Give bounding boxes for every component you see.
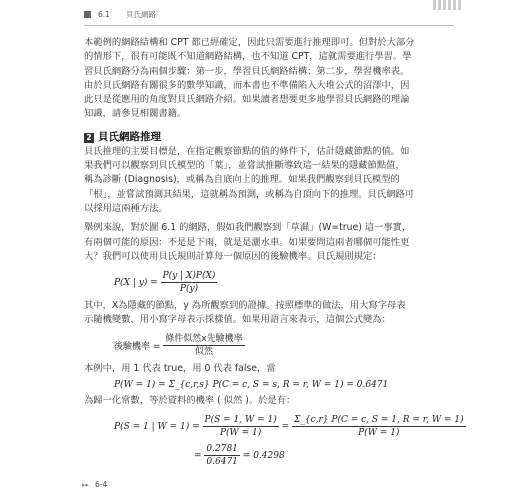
text-line: 以採用這兩種方法。: [84, 202, 168, 214]
paragraph-1: [84, 36, 454, 122]
formula-denominator: P(W = 1): [219, 428, 262, 439]
formula-lhs: P(S = 1 | W = 1) =: [114, 421, 200, 432]
posterior-formula: [114, 414, 464, 439]
formula-numerator: P(y | X)P(X): [162, 271, 216, 282]
header-square-icon: [84, 11, 91, 18]
formula-numerator: 條件似然x先驗機率: [165, 333, 243, 344]
formula-denominator: 0.6471: [206, 457, 238, 468]
text-line: 此只是從應用的角度對貝氏網路介紹。如果讀者想要更多地學習貝氏網路的理論: [84, 94, 410, 106]
text-line: 知識，請參見相關書籍。: [84, 108, 187, 120]
formula-denominator: P(W = 1): [358, 428, 400, 439]
text-line: 由於貝氏網路有關很多的數學知識，而本書也不準備陷入大堆公式的沼澤中，因: [84, 79, 410, 91]
formula-equals: =: [194, 450, 202, 461]
page-number: 6-4: [95, 480, 108, 489]
header-section-title: 貝氏網路: [126, 10, 156, 19]
formula-lhs: 後驗機率 =: [114, 341, 161, 352]
text-line: 大？我們可以使用貝氏規則計算每一個原因的後驗機率。貝氏規則規定：: [84, 250, 382, 262]
formula-fraction-3: [204, 443, 240, 468]
section-title: 貝氏網路推理: [98, 130, 161, 143]
running-header: [84, 8, 454, 22]
section-number-badge: 2: [84, 133, 94, 143]
paragraph-4: [84, 299, 454, 328]
text-line: 的情形下，很有可能既不知道網路結構，也不知道 CPT，這就需要進行學習。學: [84, 51, 412, 63]
header-section-number: 6.1: [98, 10, 110, 19]
formula-numerator: Σ_{c,r} P(C = c, S = 1, R = r, W = 1): [294, 415, 464, 426]
paragraph-2: [84, 145, 454, 216]
text-line: 舉例來說，對於圖 6.1 的網路，假如我們觀察到「草濕」(W=true) 這一事實，: [84, 222, 412, 234]
text-line: 本範例的網路結構和 CPT 都已經確定，因此只需要進行推理即可。但對於大部分: [84, 37, 415, 48]
formula-fraction: [163, 333, 244, 358]
posterior-result: [194, 443, 454, 468]
text-line: 果我們可以觀察到貝氏模型的「葉」，並嘗試推斷導致這一結果的隱藏節點值，: [84, 160, 405, 172]
formula-denominator: P(y): [179, 284, 199, 295]
page-footer: [82, 480, 107, 489]
formula-lhs: P(X | y) =: [114, 277, 158, 288]
paragraph-3: [84, 221, 454, 264]
formula-fraction: [161, 270, 218, 295]
formula-numerator: P(S = 1, W = 1): [204, 415, 277, 426]
text-line: 「根」，並嘗試預測其結果，這就稱為預測，或稱為自頂向下的推理。貝氏網路可: [84, 188, 415, 200]
formula-result: = 0.4298: [242, 450, 285, 461]
text-line: 貝氏推理的主要目標是，在指定觀察節點的值的條件下，估計隱藏節點的值。如: [84, 145, 410, 157]
formula-fraction-1: [203, 414, 279, 439]
text-line: 其中，X為隱藏的節點，y 為所觀察到的證據。按照標準的做法，用大寫字母表: [84, 300, 406, 312]
footer-arrows-icon: ▸▸: [82, 481, 90, 489]
formula-denominator: 似然: [194, 346, 213, 357]
normalizing-constant-formula: P(W = 1) = Σ_{c,r,s} P(C = c, S = s, R = r, W = 1) = 0.6471: [114, 380, 389, 391]
bayes-rule-formula: [114, 270, 454, 295]
formula-numerator: 0.2781: [206, 444, 238, 455]
paragraph-5: 本例中，用 1 代表 true，用 0 代表 false，當: [84, 362, 276, 374]
posterior-word-formula: [114, 333, 454, 358]
text-line: 習貝氏網路分為兩個步驟：第一步，學習貝氏網路結構；第二步，學習機率表。: [84, 65, 410, 77]
formula-fraction-2: [292, 414, 466, 439]
section-heading: [84, 130, 454, 145]
text-line: 示隨機變數，用小寫字母表示採樣值。如果用語言來表示，這個公式變為：: [84, 314, 391, 326]
text-line: 稱為診斷 (Diagnosis)，或稱為自底向上的推理。如果我們觀察到貝氏模型的: [84, 174, 400, 186]
page-body: [84, 36, 464, 468]
paragraph-6: 為歸一化常數，等於資料的機率 ( 似然 )。於是有：: [84, 395, 296, 407]
header-rule: [84, 25, 454, 26]
text-line: 有兩個可能的原因：不是是下雨，就是是灑水車。如果要問這兩者哪個可能性更: [84, 236, 410, 248]
formula-equals: =: [281, 421, 290, 432]
